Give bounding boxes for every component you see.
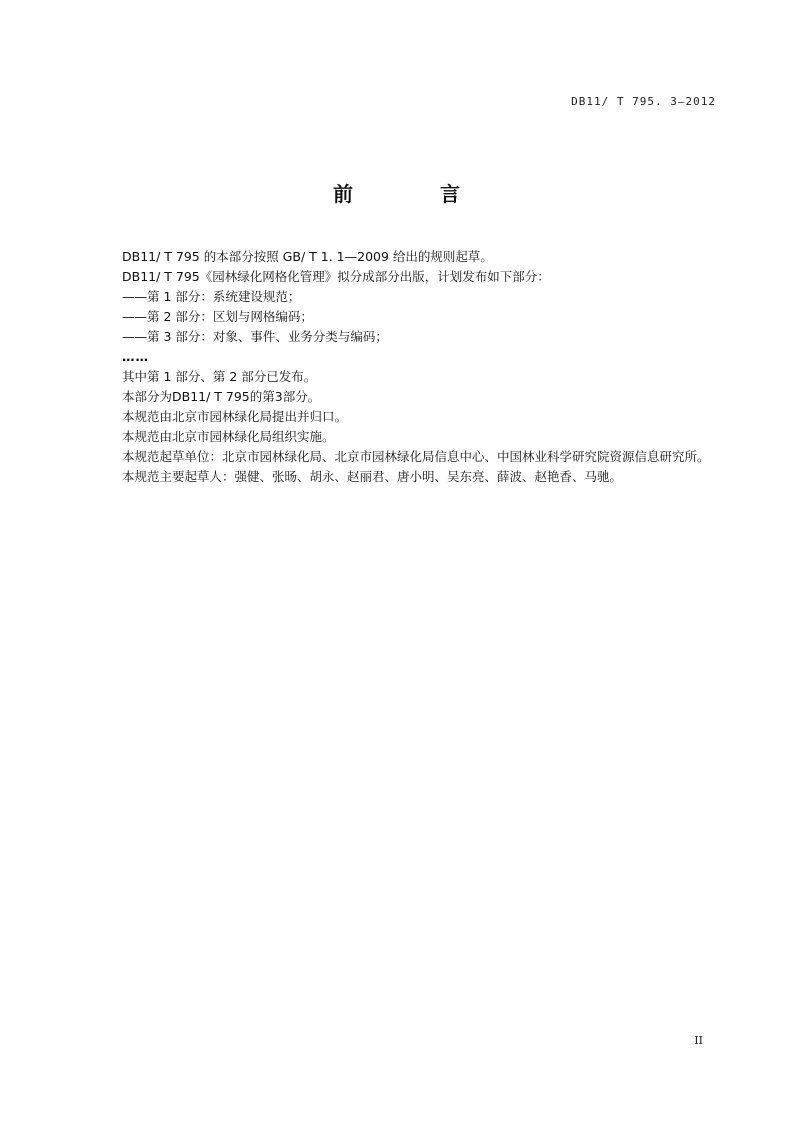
paragraph-proposer: 本规范由北京市园林绿化局提出并归口。 — [122, 409, 348, 424]
paragraph-drafting-units: 本规范起草单位：北京市园林绿化局、北京市园林绿化局信息中心、中国林业科学研究院资源信息研究所。 — [122, 449, 710, 464]
list-item-part-3: ——第 3 部分：对象、事件、业务分类与编码； — [122, 329, 388, 344]
foreword-body — [95, 247, 720, 487]
page-number: II — [694, 1034, 703, 1047]
paragraph-parts-plan: DB11/ T 795《园林绿化网格化管理》拟分成部分出版，计划发布如下部分： — [122, 269, 550, 284]
paragraph-implementer: 本规范由北京市园林绿化局组织实施。 — [122, 429, 335, 444]
standard-code: DB11/ T 795. 3—2012 — [571, 95, 716, 108]
paragraph-current-part: 本部分为DB11/ T 795的第3部分。 — [122, 389, 321, 404]
list-item-part-2: ——第 2 部分：区划与网格编码； — [122, 309, 313, 324]
page-title: 前 言 — [333, 182, 500, 206]
list-item-part-1: ——第 1 部分：系统建设规范； — [122, 289, 301, 304]
paragraph-drafting-rule: DB11/ T 795 的本部分按照 GB/ T 1. 1—2009 给出的规则起草。 — [122, 249, 493, 264]
paragraph-published-parts: 其中第 1 部分、第 2 部分已发布。 — [122, 369, 317, 384]
list-ellipsis: …… — [122, 349, 149, 364]
paragraph-drafters: 本规范主要起草人：强健、张旸、胡永、赵丽君、唐小明、吴东亮、薛波、赵艳香、马驰。 — [122, 469, 623, 484]
